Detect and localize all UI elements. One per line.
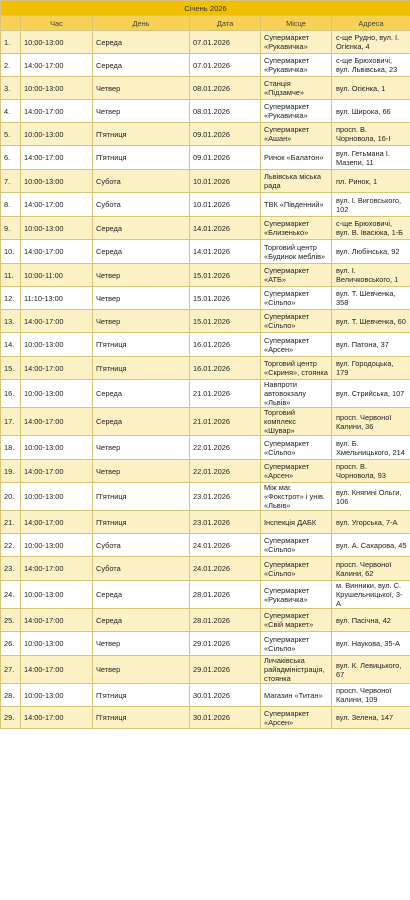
row-date: 16.01.2026 [190, 333, 261, 357]
table-row [1, 557, 410, 581]
row-day: Субота [93, 170, 190, 193]
row-day: Середа [93, 380, 190, 408]
row-day: Четвер [93, 310, 190, 333]
row-number: 18. [1, 436, 21, 460]
table-row [1, 77, 410, 100]
row-place: Супермаркет «АТБ» [261, 264, 332, 287]
row-address: вул. А. Сахарова, 45 [332, 534, 410, 557]
row-day: Середа [93, 54, 190, 77]
row-address: просп. Червоної Калини, 62 [332, 557, 410, 581]
row-number: 3. [1, 77, 21, 100]
row-time: 14:00-17:00 [21, 310, 93, 333]
header-day: День [93, 16, 190, 31]
row-date: 14.01.2026 [190, 240, 261, 264]
row-date: 07.01.2026 [190, 54, 261, 77]
row-number: 24. [1, 581, 21, 609]
row-address: вул. К. Левицького, 67 [332, 656, 410, 684]
row-date: 29.01.2026 [190, 656, 261, 684]
row-day: П'ятниця [93, 483, 190, 511]
row-date: 29.01.2026 [190, 632, 261, 656]
row-place: Супермаркет «Сільпо» [261, 287, 332, 310]
row-date: 09.01.2026 [190, 123, 261, 146]
row-number: 5. [1, 123, 21, 146]
row-place: Станція «Підзамче» [261, 77, 332, 100]
row-number: 9. [1, 217, 21, 240]
row-date: 30.01.2026 [190, 707, 261, 729]
row-date: 23.01.2026 [190, 511, 261, 534]
table-row [1, 193, 410, 217]
row-number: 6. [1, 146, 21, 170]
table-row [1, 170, 410, 193]
table-row [1, 632, 410, 656]
table-row [1, 217, 410, 240]
row-day: Середа [93, 31, 190, 54]
table-row [1, 287, 410, 310]
row-address: вул. Т. Шевченка, 60 [332, 310, 410, 333]
row-place: Львівська міська рада [261, 170, 332, 193]
row-address: пл. Ринок, 1 [332, 170, 410, 193]
row-day: П'ятниця [93, 146, 190, 170]
row-number: 8. [1, 193, 21, 217]
row-place: Супермаркет «Сільпо» [261, 632, 332, 656]
row-place: Супермаркет «Рукавичка» [261, 31, 332, 54]
row-time: 10:00-13:00 [21, 217, 93, 240]
row-place: Супермаркет «Арсен» [261, 333, 332, 357]
row-number: 21. [1, 511, 21, 534]
header-place: Місце [261, 16, 332, 31]
row-date: 15.01.2026 [190, 310, 261, 333]
table-row [1, 146, 410, 170]
row-day: П'ятниця [93, 684, 190, 707]
row-number: 1. [1, 31, 21, 54]
row-place: Супермаркет «Рукавичка» [261, 581, 332, 609]
row-date: 15.01.2026 [190, 287, 261, 310]
table-row [1, 264, 410, 287]
row-date: 14.01.2026 [190, 217, 261, 240]
row-address: вул. Патона, 37 [332, 333, 410, 357]
row-day: Середа [93, 408, 190, 436]
table-row [1, 656, 410, 684]
row-time: 11:10-13:00 [21, 287, 93, 310]
row-number: 16. [1, 380, 21, 408]
row-number: 15. [1, 357, 21, 380]
row-date: 09.01.2026 [190, 146, 261, 170]
table-row [1, 123, 410, 146]
row-address: вул. Огієнка, 1 [332, 77, 410, 100]
row-place: Супермаркет «Сільпо» [261, 436, 332, 460]
row-place: Супермаркет «Арсен» [261, 707, 332, 729]
row-time: 14:00-17:00 [21, 240, 93, 264]
row-number: 23. [1, 557, 21, 581]
row-address: вул. І. Виговського, 102 [332, 193, 410, 217]
row-address: с-ще Брюховичі, вул. Львівська, 23 [332, 54, 410, 77]
row-place: Супермаркет «Сільпо» [261, 557, 332, 581]
row-time: 14:00-17:00 [21, 146, 93, 170]
row-time: 10:00-13:00 [21, 436, 93, 460]
table-row [1, 408, 410, 436]
table-row [1, 534, 410, 557]
row-date: 07.01.2026 [190, 31, 261, 54]
row-address: вул. Т. Шевченка, 358 [332, 287, 410, 310]
row-place: Між маг. «Фокстрот» і унів. «Львів» [261, 483, 332, 511]
row-day: Четвер [93, 287, 190, 310]
row-day: П'ятниця [93, 707, 190, 729]
row-time: 14:00-17:00 [21, 656, 93, 684]
table-row [1, 483, 410, 511]
row-address: просп. В. Чорновола, 93 [332, 460, 410, 483]
row-date: 08.01.2026 [190, 100, 261, 123]
row-address: с-ще Рудно, вул. І. Огієнка, 4 [332, 31, 410, 54]
row-time: 10:00-11:00 [21, 264, 93, 287]
row-number: 11. [1, 264, 21, 287]
row-address: вул. Зелена, 147 [332, 707, 410, 729]
row-day: Середа [93, 217, 190, 240]
row-time: 14:00-17:00 [21, 100, 93, 123]
row-address: м. Винники, вул. С. Крушельницької, 3-А [332, 581, 410, 609]
row-number: 17. [1, 408, 21, 436]
row-address: просп. Червоної Калини, 36 [332, 408, 410, 436]
table-row [1, 684, 410, 707]
row-number: 29. [1, 707, 21, 729]
row-day: Субота [93, 557, 190, 581]
table-row [1, 581, 410, 609]
row-number: 26. [1, 632, 21, 656]
row-number: 13. [1, 310, 21, 333]
row-address: вул. Широка, 66 [332, 100, 410, 123]
table-row [1, 460, 410, 483]
row-time: 10:00-13:00 [21, 123, 93, 146]
row-time: 14:00-17:00 [21, 609, 93, 632]
row-time: 14:00-17:00 [21, 557, 93, 581]
row-place: Личаківська райадміністрація, стоянка [261, 656, 332, 684]
row-number: 19. [1, 460, 21, 483]
row-address: просп. В. Чорновола, 16-І [332, 123, 410, 146]
row-address: вул. Гетьмана І. Мазепи, 11 [332, 146, 410, 170]
header-date: Дата [190, 16, 261, 31]
row-address: просп. Червоної Калини, 109 [332, 684, 410, 707]
row-number: 2. [1, 54, 21, 77]
row-time: 10:00-13:00 [21, 380, 93, 408]
row-address: вул. Княгині Ольги, 106 [332, 483, 410, 511]
row-day: Середа [93, 240, 190, 264]
row-number: 27. [1, 656, 21, 684]
table-row [1, 511, 410, 534]
row-time: 10:00-13:00 [21, 31, 93, 54]
row-number: 20. [1, 483, 21, 511]
row-day: Четвер [93, 656, 190, 684]
row-date: 15.01.2026 [190, 264, 261, 287]
row-time: 10:00-13:00 [21, 333, 93, 357]
row-place: Супермаркет «Сільпо» [261, 534, 332, 557]
row-date: 23.01.2026 [190, 483, 261, 511]
row-time: 10:00-13:00 [21, 632, 93, 656]
row-place: Торговий центр «Будинок меблів» [261, 240, 332, 264]
row-place: ТВК «Південний» [261, 193, 332, 217]
table-row [1, 380, 410, 408]
row-time: 14:00-17:00 [21, 460, 93, 483]
row-day: Четвер [93, 460, 190, 483]
row-time: 14:00-17:00 [21, 357, 93, 380]
table-title: Січень 2026 [1, 1, 410, 16]
row-date: 24.01.2026 [190, 534, 261, 557]
row-day: Четвер [93, 77, 190, 100]
row-date: 21.01.2026 [190, 380, 261, 408]
row-time: 10:00-13:00 [21, 170, 93, 193]
row-address: вул. Пасічна, 42 [332, 609, 410, 632]
row-address: вул. Наукова, 35-А [332, 632, 410, 656]
row-number: 14. [1, 333, 21, 357]
row-place: Інспекція ДАБК [261, 511, 332, 534]
row-day: Четвер [93, 436, 190, 460]
row-time: 10:00-13:00 [21, 581, 93, 609]
header-time: Час [21, 16, 93, 31]
row-date: 10.01.2026 [190, 193, 261, 217]
row-date: 22.01.2026 [190, 436, 261, 460]
row-place: Супермаркет «Близенько» [261, 217, 332, 240]
row-day: П'ятниця [93, 123, 190, 146]
row-day: Четвер [93, 632, 190, 656]
row-day: Четвер [93, 100, 190, 123]
row-place: Супермаркет «Рукавичка» [261, 54, 332, 77]
row-place: Супермаркет «Рукавичка» [261, 100, 332, 123]
row-day: Субота [93, 534, 190, 557]
table-row [1, 436, 410, 460]
table-row [1, 609, 410, 632]
row-place: Супермаркет «Сільпо» [261, 310, 332, 333]
row-date: 22.01.2026 [190, 460, 261, 483]
row-address: вул. Стрийська, 107 [332, 380, 410, 408]
row-time: 14:00-17:00 [21, 408, 93, 436]
row-time: 10:00-13:00 [21, 534, 93, 557]
row-date: 30.01.2026 [190, 684, 261, 707]
row-time: 14:00-17:00 [21, 707, 93, 729]
row-address: вул. Б. Хмельницького, 214 [332, 436, 410, 460]
row-number: 12. [1, 287, 21, 310]
row-place: Супермаркет «Ашан» [261, 123, 332, 146]
row-day: П'ятниця [93, 511, 190, 534]
row-place: Торговий комплекс «Шувар» [261, 408, 332, 436]
row-day: Субота [93, 193, 190, 217]
row-day: Середа [93, 581, 190, 609]
table-row [1, 54, 410, 77]
row-date: 16.01.2026 [190, 357, 261, 380]
row-date: 21.01.2026 [190, 408, 261, 436]
row-address: вул. Городоцька, 179 [332, 357, 410, 380]
table-row [1, 31, 410, 54]
row-number: 22. [1, 534, 21, 557]
row-place: Навпроти автовокзалу «Львів» [261, 380, 332, 408]
table-row [1, 707, 410, 729]
table-row [1, 333, 410, 357]
row-number: 4. [1, 100, 21, 123]
row-address: вул. І. Величковського, 1 [332, 264, 410, 287]
row-place: Ринок «Балатон» [261, 146, 332, 170]
row-address: вул. Любінська, 92 [332, 240, 410, 264]
row-day: П'ятниця [93, 357, 190, 380]
row-number: 28. [1, 684, 21, 707]
table-row [1, 310, 410, 333]
row-number: 7. [1, 170, 21, 193]
row-date: 28.01.2026 [190, 581, 261, 609]
row-place: Торговий центр «Скриня», стоянка [261, 357, 332, 380]
row-place: Магазин «Титан» [261, 684, 332, 707]
row-time: 14:00-17:00 [21, 193, 93, 217]
row-date: 28.01.2026 [190, 609, 261, 632]
header-address: Адреса [332, 16, 410, 31]
row-number: 25. [1, 609, 21, 632]
row-day: П'ятниця [93, 333, 190, 357]
row-date: 10.01.2026 [190, 170, 261, 193]
table-row [1, 100, 410, 123]
row-number: 10. [1, 240, 21, 264]
row-date: 24.01.2026 [190, 557, 261, 581]
row-place: Супермаркет «Свій маркет» [261, 609, 332, 632]
row-day: Четвер [93, 264, 190, 287]
row-time: 10:00-13:00 [21, 684, 93, 707]
row-time: 10:00-13:00 [21, 77, 93, 100]
row-date: 08.01.2026 [190, 77, 261, 100]
row-address: с-ще Брюховичі, вул. В. Івасюка, 1-Б [332, 217, 410, 240]
row-day: Середа [93, 609, 190, 632]
table-row [1, 240, 410, 264]
row-address: вул. Угорська, 7-А [332, 511, 410, 534]
header-number [1, 16, 21, 31]
row-place: Супермаркет «Арсен» [261, 460, 332, 483]
row-time: 14:00-17:00 [21, 511, 93, 534]
row-time: 14:00-17:00 [21, 54, 93, 77]
table-row [1, 357, 410, 380]
row-time: 10:00-13:00 [21, 483, 93, 511]
